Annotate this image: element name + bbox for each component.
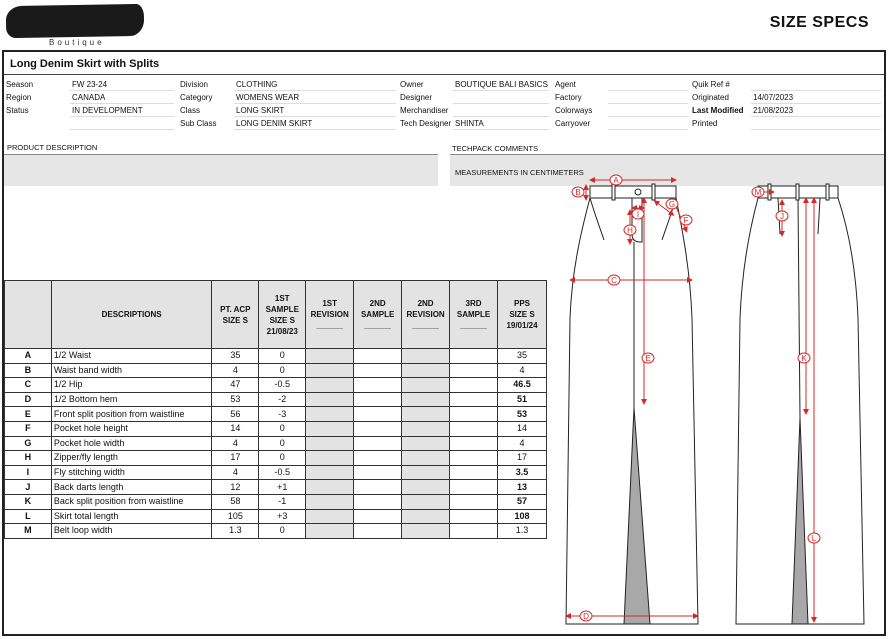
carryover-label: Carryover <box>555 119 591 128</box>
row-pt-acp: 4 <box>212 436 259 451</box>
row-first-revision <box>306 451 354 466</box>
row-second-revision <box>402 349 450 364</box>
front-split-fill <box>624 408 650 624</box>
row-first-sample: +3 <box>259 509 306 524</box>
row-pt-acp: 4 <box>212 465 259 480</box>
row-letter: H <box>5 451 52 466</box>
factory-label: Factory <box>555 93 582 102</box>
techdesigner-value: SHINTA <box>453 117 549 130</box>
originated-value: 14/07/2023 <box>751 91 881 104</box>
back-center-seam <box>798 198 800 418</box>
row-third-sample <box>450 509 498 524</box>
row-first-sample: 0 <box>259 349 306 364</box>
row-third-sample <box>450 451 498 466</box>
measurement-marker-a: A <box>613 176 619 185</box>
row-third-sample <box>450 494 498 509</box>
row-pps: 14 <box>498 421 547 436</box>
row-second-sample <box>354 451 402 466</box>
row-second-sample <box>354 392 402 407</box>
merchandiser-value <box>453 104 549 117</box>
measurement-marker-k: K <box>801 354 807 363</box>
product-description-box <box>4 154 438 186</box>
row-first-revision <box>306 392 354 407</box>
belt-loop <box>826 184 829 200</box>
row-pt-acp: 53 <box>212 392 259 407</box>
measurements-note: MEASUREMENTS IN CENTIMETERS <box>455 168 584 177</box>
table-row <box>5 465 547 480</box>
row-first-revision <box>306 407 354 422</box>
row-description: Fly stitching width <box>51 465 212 480</box>
brand-logo-subtitle: Boutique <box>49 38 105 47</box>
row-letter: D <box>5 392 52 407</box>
row-first-revision <box>306 480 354 495</box>
row-second-revision <box>402 451 450 466</box>
row-description: 1/2 Bottom hem <box>51 392 212 407</box>
row-second-revision <box>402 465 450 480</box>
row-third-sample <box>450 421 498 436</box>
row-first-sample: 0 <box>259 363 306 378</box>
measurement-lines <box>568 180 814 620</box>
measurement-marker-g: G <box>668 200 676 209</box>
row-first-sample: -2 <box>259 392 306 407</box>
header-first-sample: 1ST SAMPLE SIZE S 21/08/23 <box>259 281 306 349</box>
row-third-sample <box>450 480 498 495</box>
front-fly <box>632 198 642 242</box>
table-row <box>5 349 547 364</box>
row-second-sample <box>354 363 402 378</box>
designer-label: Designer <box>400 93 433 102</box>
division-value: CLOTHING <box>234 78 396 91</box>
row-letter: K <box>5 494 52 509</box>
row-second-sample <box>354 494 402 509</box>
row-pt-acp: 47 <box>212 378 259 393</box>
row-letter: E <box>5 407 52 422</box>
front-pocket-left <box>590 198 604 240</box>
header-third-sample: 3RD SAMPLE ______ <box>450 281 498 349</box>
row-pps: 108 <box>498 509 547 524</box>
style-name: Long Denim Skirt with Splits <box>10 58 160 70</box>
row-description: Zipper/fly length <box>51 451 212 466</box>
header-first-revision: 1ST REVISION ______ <box>306 281 354 349</box>
factory-value <box>608 91 688 104</box>
region-label: Region <box>6 93 32 102</box>
season-value: FW 23-24 <box>70 78 174 91</box>
row-letter: A <box>5 349 52 364</box>
row-second-sample <box>354 480 402 495</box>
techdesigner-label: Tech Designer <box>400 119 452 128</box>
row-second-revision <box>402 509 450 524</box>
category-value: WOMENS WEAR <box>234 91 396 104</box>
measurement-marker-h: H <box>627 226 633 235</box>
measurement-labels <box>572 175 820 621</box>
owner-value: BOUTIQUE BALI BASICS <box>455 80 548 89</box>
measurement-marker-i: I <box>636 210 640 219</box>
row-pps: 53 <box>498 407 547 422</box>
last-modified-value: 21/08/2023 <box>751 104 881 117</box>
row-second-sample <box>354 436 402 451</box>
season-label: Season <box>6 80 34 89</box>
header-second-revision: 2ND REVISION ______ <box>402 281 450 349</box>
header-pt-acp: PT. ACP SIZE S <box>212 281 259 349</box>
belt-loop <box>796 184 799 200</box>
merchandiser-label: Merchandiser <box>400 106 449 115</box>
header-pps: PPS SIZE S 19/01/24 <box>498 281 547 349</box>
table-row <box>5 509 547 524</box>
row-description: Back split position from waistline <box>51 494 212 509</box>
measurement-marker-l: L <box>811 534 817 543</box>
row-third-sample <box>450 349 498 364</box>
status-label: Status <box>6 106 29 115</box>
row-first-revision <box>306 494 354 509</box>
row-first-revision <box>306 349 354 364</box>
status-value: IN DEVELOPMENT <box>70 104 174 117</box>
region-value: CANADA <box>70 91 174 104</box>
quikref-label: Quik Ref # <box>692 80 730 89</box>
row-description: 1/2 Hip <box>51 378 212 393</box>
originated-label: Originated <box>692 93 729 102</box>
designer-value <box>453 91 549 104</box>
measurement-marker-b: B <box>575 188 581 197</box>
row-pps: 46.5 <box>498 378 547 393</box>
row-pps: 1.3 <box>498 524 547 539</box>
row-pps: 13 <box>498 480 547 495</box>
row-pt-acp: 12 <box>212 480 259 495</box>
row-second-sample <box>354 465 402 480</box>
table-row <box>5 378 547 393</box>
measurement-marker-j: J <box>780 212 784 221</box>
table-row <box>5 494 547 509</box>
size-spec-table <box>4 280 547 539</box>
front-waistband <box>590 186 676 198</box>
row-first-revision <box>306 524 354 539</box>
row-letter: J <box>5 480 52 495</box>
row-second-revision <box>402 392 450 407</box>
row-third-sample <box>450 436 498 451</box>
row-pt-acp: 58 <box>212 494 259 509</box>
measurement-marker-f: F <box>683 216 689 225</box>
carryover-value <box>608 117 688 130</box>
row-second-revision <box>402 421 450 436</box>
product-info-grid <box>4 78 884 130</box>
row-third-sample <box>450 407 498 422</box>
measurement-marker-d: D <box>583 612 589 621</box>
row-second-revision <box>402 524 450 539</box>
header-second-sample: 2ND SAMPLE ______ <box>354 281 402 349</box>
row-second-sample <box>354 349 402 364</box>
row-pps: 51 <box>498 392 547 407</box>
belt-loop <box>652 184 655 200</box>
table-row <box>5 480 547 495</box>
subclass-label: Sub Class <box>180 119 217 128</box>
row-second-revision <box>402 480 450 495</box>
row-second-sample <box>354 524 402 539</box>
agent-label: Agent <box>555 80 576 89</box>
row-pt-acp: 4 <box>212 363 259 378</box>
row-third-sample <box>450 392 498 407</box>
row-description: Waist band width <box>51 363 212 378</box>
row-first-sample: -3 <box>259 407 306 422</box>
brand-logo <box>6 4 145 38</box>
row-first-sample: 0 <box>259 436 306 451</box>
row-pps: 57 <box>498 494 547 509</box>
row-letter: G <box>5 436 52 451</box>
header-descriptions: DESCRIPTIONS <box>51 281 212 349</box>
row-first-sample: -0.5 <box>259 378 306 393</box>
row-pps: 4 <box>498 363 547 378</box>
row-description: Back darts length <box>51 480 212 495</box>
row-letter: I <box>5 465 52 480</box>
belt-loop <box>612 184 615 200</box>
row-first-revision <box>306 509 354 524</box>
row-description: Belt loop width <box>51 524 212 539</box>
table-row <box>5 451 547 466</box>
row-pps: 35 <box>498 349 547 364</box>
row-second-sample <box>354 509 402 524</box>
row-third-sample <box>450 378 498 393</box>
row-second-revision <box>402 494 450 509</box>
table-row <box>5 407 547 422</box>
row-letter: B <box>5 363 52 378</box>
subclass-value: LONG DENIM SKIRT <box>234 117 396 130</box>
row-first-revision <box>306 363 354 378</box>
measurement-marker-e: E <box>645 354 651 363</box>
row-first-revision <box>306 465 354 480</box>
row-description: 1/2 Waist <box>51 349 212 364</box>
row-third-sample <box>450 363 498 378</box>
quikref-value <box>751 78 881 91</box>
printed-value <box>751 117 881 130</box>
row-pt-acp: 35 <box>212 349 259 364</box>
row-pps: 3.5 <box>498 465 547 480</box>
row-description: Front split position from waistline <box>51 407 212 422</box>
measurement-marker-c: C <box>611 276 617 285</box>
row-pt-acp: 105 <box>212 509 259 524</box>
row-second-revision <box>402 436 450 451</box>
row-second-revision <box>402 378 450 393</box>
printed-label: Printed <box>692 119 718 128</box>
row-description: Pocket hole height <box>51 421 212 436</box>
table-row <box>5 392 547 407</box>
divider <box>4 74 884 75</box>
empty-value <box>70 117 174 130</box>
row-first-sample: 0 <box>259 524 306 539</box>
row-second-revision <box>402 363 450 378</box>
row-first-sample: 0 <box>259 451 306 466</box>
row-letter: C <box>5 378 52 393</box>
row-description: Skirt total length <box>51 509 212 524</box>
row-first-sample: -1 <box>259 494 306 509</box>
row-second-sample <box>354 407 402 422</box>
measurement-marker-m: M <box>754 188 762 197</box>
row-first-sample: -0.5 <box>259 465 306 480</box>
row-second-sample <box>354 421 402 436</box>
row-third-sample <box>450 524 498 539</box>
row-second-sample <box>354 378 402 393</box>
division-label: Division <box>180 80 209 89</box>
table-row <box>5 363 547 378</box>
table-row <box>5 436 547 451</box>
back-split-fill <box>792 418 808 624</box>
class-label: Class <box>180 106 201 115</box>
row-letter: F <box>5 421 52 436</box>
row-pt-acp: 1.3 <box>212 524 259 539</box>
agent-value <box>608 78 688 91</box>
techpack-comments-label: TECHPACK COMMENTS <box>452 144 539 153</box>
colorways-value <box>608 104 688 117</box>
colorways-label: Colorways <box>555 106 593 115</box>
skirt-technical-sketch <box>556 168 884 634</box>
row-second-revision <box>402 407 450 422</box>
row-description: Pocket hole width <box>51 436 212 451</box>
row-first-revision <box>306 378 354 393</box>
owner-label: Owner <box>400 80 424 89</box>
row-pt-acp: 14 <box>212 421 259 436</box>
category-label: Category <box>180 93 213 102</box>
row-first-revision <box>306 436 354 451</box>
document-title: SIZE SPECS <box>769 14 869 31</box>
table-row <box>5 524 547 539</box>
row-letter: L <box>5 509 52 524</box>
row-first-sample: 0 <box>259 421 306 436</box>
row-first-revision <box>306 421 354 436</box>
row-first-sample: +1 <box>259 480 306 495</box>
product-description-label: PRODUCT DESCRIPTION <box>7 143 98 152</box>
row-pps: 17 <box>498 451 547 466</box>
row-letter: M <box>5 524 52 539</box>
table-row <box>5 421 547 436</box>
header-letter <box>5 281 52 349</box>
last-modified-label: Last Modified <box>692 106 744 115</box>
row-pps: 4 <box>498 436 547 451</box>
row-pt-acp: 56 <box>212 407 259 422</box>
row-pt-acp: 17 <box>212 451 259 466</box>
row-third-sample <box>450 465 498 480</box>
back-dart <box>818 198 820 234</box>
class-value: LONG SKIRT <box>234 104 396 117</box>
